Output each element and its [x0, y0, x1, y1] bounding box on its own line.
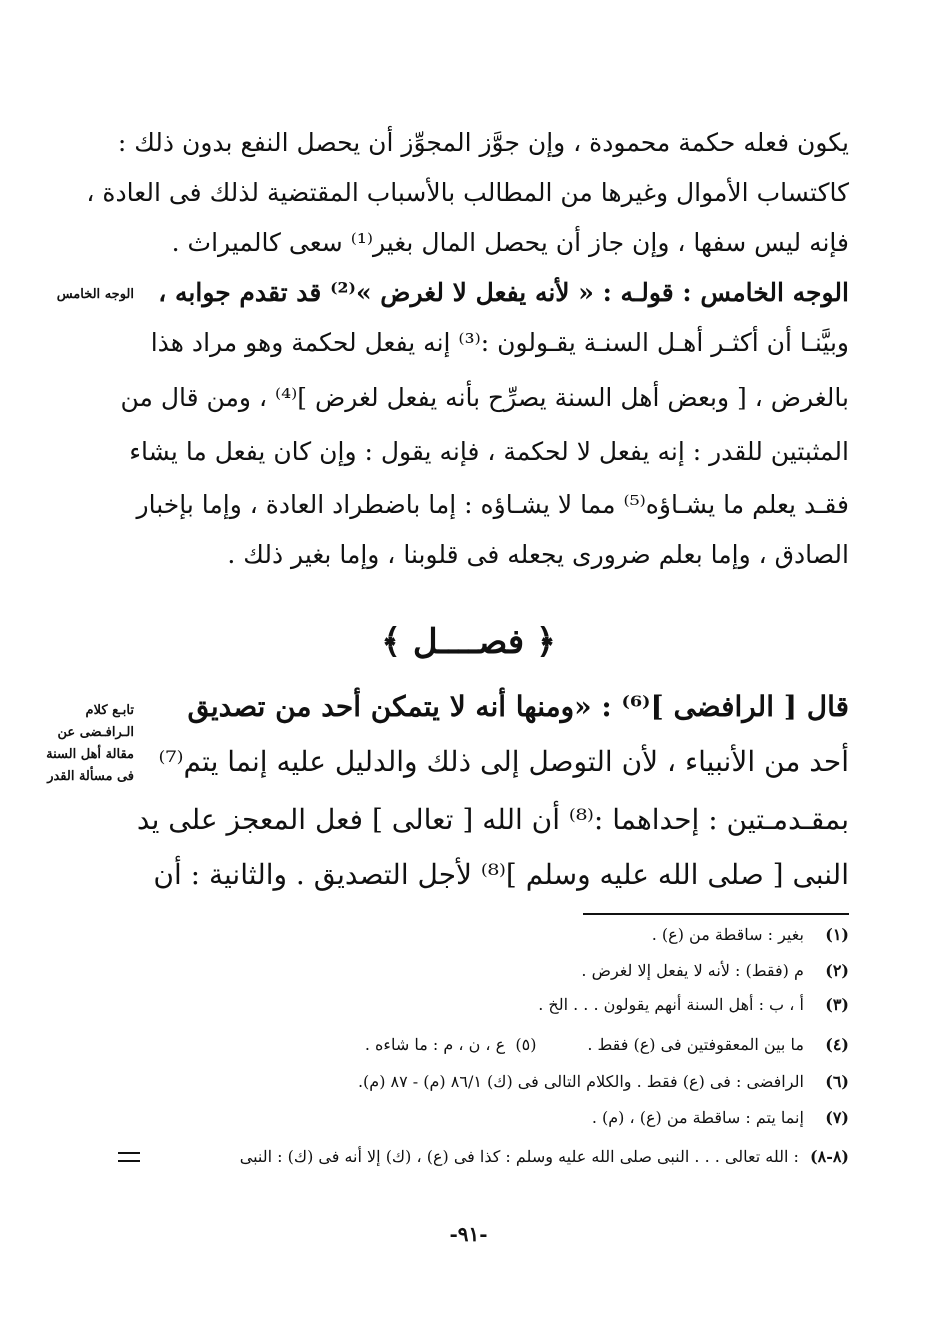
footnote-number: (٣)	[825, 995, 849, 1014]
body-line-6: بالغرض ، [ وبعض أهل السنة يصرِّح بأنه يفعل لغرض ]⁽⁴⁾ ، ومن قال من	[120, 383, 849, 412]
margin-note-fifth-aspect: الوجه الخامس	[56, 287, 134, 302]
continuation-mark	[118, 1152, 140, 1162]
footnote-4	[365, 1034, 849, 1056]
footnote-6	[358, 1071, 849, 1093]
quote-line-1: قال [ الرافضى ]⁽⁶⁾ : «ومنها أنه لا يتمكن أحد من تصديق	[187, 690, 849, 723]
margin-note-line: تابـع كلام	[85, 703, 134, 718]
section-title: ﴿ فصــــل ﴾	[381, 622, 556, 662]
body-line-8: فقـد يعلم ما يشـاؤه⁽⁵⁾ مما لا يشـاؤه : إما باضطراد العادة ، وإما بإخبار	[136, 490, 849, 519]
footnote-8	[240, 1146, 849, 1168]
footnote-7	[592, 1107, 849, 1129]
page-number: -٩١-	[449, 1222, 488, 1246]
footnote-number: (٦)	[825, 1072, 849, 1091]
footnote-text: م (فقط) : لأنه لا يفعل إلا لغرض .	[581, 961, 804, 980]
footnote-text: : الله تعالى . . . النبى صلى الله عليه وسلم : كذا فى (ع) ، (ك) إلا أنه فى (ك) : النبى	[239, 1147, 799, 1166]
footnote-number: (٤)	[825, 1035, 849, 1054]
body-line-5: وبيَّنـا أن أكثـر أهـل السنـة يقـولون :⁽³⁾ إنه يفعل لحكمة وهو مراد هذا	[150, 328, 849, 357]
footnote-text: أ ، ب : أهل السنة أنهم يقولون . . . الخ .	[538, 995, 804, 1014]
footnote-3	[538, 994, 849, 1016]
margin-note-line: الـرافـضى عن	[57, 725, 134, 740]
quote-line-2: أحد من الأنبياء ، لأن التوصل إلى ذلك والدليل عليه إنما يتم⁽⁷⁾	[158, 745, 849, 778]
quote-line-3: بمقـدمـتين : إحداهما :⁽⁸⁾ أن الله [ تعالى ] فعل المعجز على يد	[136, 803, 849, 836]
footnote-separator	[583, 913, 849, 915]
footnote-2	[581, 960, 849, 982]
body-line-1: يكون فعله حكمة محمودة ، وإن جوَّز المجوِّز أن يحصل النفع بدون ذلك :	[117, 128, 849, 157]
footnote-text: بغير : ساقطة من (ع) .	[651, 925, 804, 944]
body-line-2: كاكتساب الأموال وغيرها من المطالب بالأسباب المقتضية لذلك فى العادة ،	[86, 178, 849, 207]
body-line-9: الصادق ، وإما بعلم ضرورى يجعله فى قلوبنا ، وإما بغير ذلك .	[227, 540, 849, 569]
body-line-4: الوجه الخامس : قولـه : « لأنه يفعل لا لغرض »⁽²⁾ قد تقدم جوابه ،	[158, 278, 849, 307]
footnote-text: الرافضى : فى (ع) فقط . والكلام التالى فى (ك) ٨٦/١ (م) - ٨٧ (م).	[357, 1072, 804, 1091]
footnote-number: (٨-٨)	[810, 1147, 849, 1166]
footnote-number: (٢)	[825, 961, 849, 980]
footnote-text: ما بين المعقوفتين فى (ع) فقط . (٥) ع ، ن ، م : ما شاءه .	[364, 1035, 804, 1054]
margin-note-line: فى مسألة القدر	[47, 769, 134, 784]
footnote-number: (٧)	[825, 1108, 849, 1127]
margin-note-continuation	[24, 700, 134, 788]
margin-note-line: مقالة أهل السنة	[46, 747, 134, 762]
body-line-7: المثبتين للقدر : إنه يفعل لا لحكمة ، فإنه يقول : وإن كان يفعل ما يشاء	[129, 437, 849, 466]
footnote-text: إنما يتم : ساقطة من (ع) ، (م) .	[591, 1108, 804, 1127]
footnote-1	[652, 924, 849, 946]
footnote-number: (١)	[825, 925, 849, 944]
quote-line-4: النبى [ صلى الله عليه وسلم ]⁽⁸⁾ لأجل التصديق . والثانية : أن	[153, 858, 849, 891]
body-line-3: فإنه ليس سفها ، وإن جاز أن يحصل المال بغير⁽¹⁾ سعى كالميراث .	[171, 228, 849, 257]
